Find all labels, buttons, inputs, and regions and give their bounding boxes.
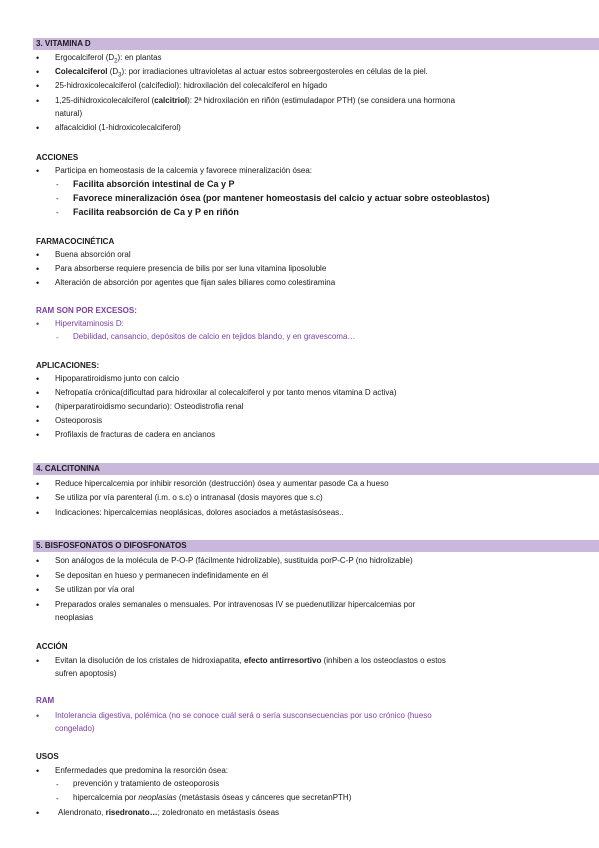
bullet-icon: •: [36, 430, 40, 440]
heading-farmacocinetica: FARMACOCINÉTICA: [36, 237, 115, 246]
vitd-item-1: Ergocalciferol $(D_2)$: en plantas: [55, 53, 162, 65]
heading-aplicaciones: APLICACIONES:: [36, 361, 100, 370]
heading-accion: ACCIÓN: [36, 642, 68, 651]
bullet-icon: •: [36, 166, 40, 176]
bullet-icon: •: [36, 808, 40, 818]
vitd-item-4-cont: natural): [55, 109, 83, 118]
aplic-item-5: Profilaxis de fracturas de cadera en ancianos: [55, 430, 216, 439]
bullet-icon: •: [36, 585, 40, 595]
ram-line-1: Intolerancia digestiva, polémica (no se conoce cuál será o sería susconsecuencias por uso crónico (hueso: [55, 711, 432, 720]
section-title-vitamina-d: 3. VITAMINA D: [36, 39, 91, 48]
bullet-icon: •: [36, 374, 40, 384]
aplic-item-1: Hipoparatiroidismo junto con calcio: [55, 374, 180, 383]
calcitonina-item-2: Se utiliza por vía parenteral (i.m. o s.c) o intranasal (dosis mayores que s.c): [55, 493, 323, 502]
bisf-item-1: Son análogos de la molécula de P-O-P (fácilmente hidrolizable), sustituida porP-C-P (no hidrolizable): [55, 556, 413, 565]
bullet-icon: •: [36, 67, 40, 77]
bisf-item-2: Se depositan en hueso y permanecen indefinidamente en él: [55, 571, 269, 580]
calcitonina-item-1: Reduce hipercalcemia por inhibir resorción (destrucción) ósea y aumentar pasode Ca a hueso: [55, 479, 389, 488]
heading-usos: USOS: [36, 752, 59, 761]
bullet-icon: •: [36, 493, 40, 503]
bullet-icon: •: [36, 656, 40, 666]
acciones-sub-3: Facilita reabsorción de Ca y P en riñón: [73, 207, 239, 217]
bisf-item-4: Preparados orales semanales o mensuales. Por intravenosas IV se puedenutilizar hipercalcemias por: [55, 600, 416, 609]
dash-icon: -: [56, 333, 59, 342]
bullet-icon: •: [36, 766, 40, 776]
bullet-icon: •: [36, 264, 40, 274]
section-band-vitamina-d: [33, 38, 599, 50]
bullet-icon: •: [36, 278, 40, 288]
dash-icon: -: [56, 194, 59, 203]
ram-excesos-item: Hipervitaminosis D:: [55, 319, 124, 328]
bullet-icon: •: [36, 556, 40, 566]
calcitonina-item-3: Indicaciones: hipercalcemias neoplásicas, dolores asociados a metástasisóseas..: [55, 508, 344, 517]
accion-line-2: sufren apoptosis): [55, 669, 117, 678]
bullet-icon: •: [36, 250, 40, 260]
bisf-item-3: Se utilizan por vía oral: [55, 585, 135, 594]
heading-ram: RAM: [36, 696, 55, 705]
vitd-item-2: Colecalciferol $(D_3)$: por irradiaciones ultravioletas al actuar estos sobreergosteroles en células de la piel.: [55, 67, 428, 79]
bullet-icon: •: [36, 96, 40, 106]
usos-intro: Enfermedades que predomina la resorción ósea:: [55, 766, 228, 775]
dash-icon: -: [56, 780, 59, 789]
bullet-icon: •: [36, 600, 40, 610]
aplic-item-3: (hiperparatiroidismo secundario): Osteodistrofia renal: [55, 402, 244, 411]
bullet-icon: •: [36, 571, 40, 581]
usos-sub-2: hipercalcemia por neoplasias (metástasis óseas y cánceres que secretanPTH): [73, 793, 352, 802]
farmaco-item-3: Alteración de absorción por agentes que fijan sales biliares como colestiramina: [55, 278, 336, 287]
ram-excesos-sub: Debilidad, cansancio, depósitos de calcio en tejidos blando, y en gravescoma…: [73, 332, 356, 341]
vitd-item-3: 25-hidroxicolecalciferol (calcifediol): hidroxilación del colecalciferol en hígado: [55, 81, 328, 90]
heading-ram-excesos: RAM SON POR EXCESOS:: [36, 306, 137, 315]
bullet-icon: •: [36, 319, 40, 329]
bullet-icon: •: [36, 53, 40, 63]
bullet-icon: •: [36, 123, 40, 133]
section-title-bisfosfonatos: 5. BISFOSFONATOS O DIFOSFONATOS: [36, 541, 187, 550]
bullet-icon: •: [36, 479, 40, 489]
section-band-calcitonina: [33, 463, 599, 475]
accion-line-1: Evitan la disolución de los cristales de hidroxiapatita, efecto antirresortivo (inhiben a los osteoclastos o estos: [55, 656, 446, 665]
section-title-calcitonina: 4. CALCITONINA: [36, 464, 100, 473]
acciones-sub-1: Facilita absorción intestinal de Ca y P: [73, 179, 235, 189]
dash-icon: -: [56, 794, 59, 803]
acciones-intro: Participa en homeostasis de la calcemia y favorece mineralización ósea:: [55, 166, 313, 175]
vitd-item-4: 1,25-dihidroxicolecalciferol (calcitriol): 2ª hidroxilación en riñón (estimuladapor PTH) (se considera una hormona: [55, 96, 456, 105]
farmaco-item-1: Buena absorción oral: [55, 250, 131, 259]
bullet-icon: •: [36, 81, 40, 91]
bullet-icon: •: [36, 402, 40, 412]
bullet-icon: •: [36, 388, 40, 398]
farmaco-item-2: Para absorberse requiere presencia de bilis por ser luna vitamina liposoluble: [55, 264, 327, 273]
bullet-icon: •: [36, 416, 40, 426]
aplic-item-4: Osteoporosis: [55, 416, 103, 425]
dash-icon: -: [56, 208, 59, 217]
heading-acciones: ACCIONES: [36, 153, 79, 162]
bullet-icon: •: [36, 508, 40, 518]
bisf-item-4-cont: neoplasias: [55, 613, 94, 622]
usos-sub-1: prevención y tratamiento de osteoporosis: [73, 779, 220, 788]
acciones-sub-2: Favorece mineralización ósea (por mantener homeostasis del calcio y actuar sobre osteoblastos): [73, 193, 490, 203]
vitd-item-5: alfacalcidiol (1-hidroxicolecalciferol): [55, 123, 181, 132]
bullet-icon: •: [36, 711, 40, 721]
dash-icon: -: [56, 180, 59, 189]
aplic-item-2: Nefropatía crónica(dificultad para hidroxilar al colecalciferol y por tanto menos vitamina D activa): [55, 388, 397, 397]
usos-last: Alendronato, risedronato…; zoledronato en metástasis óseas: [58, 808, 280, 817]
ram-line-2: congelado): [55, 724, 95, 733]
